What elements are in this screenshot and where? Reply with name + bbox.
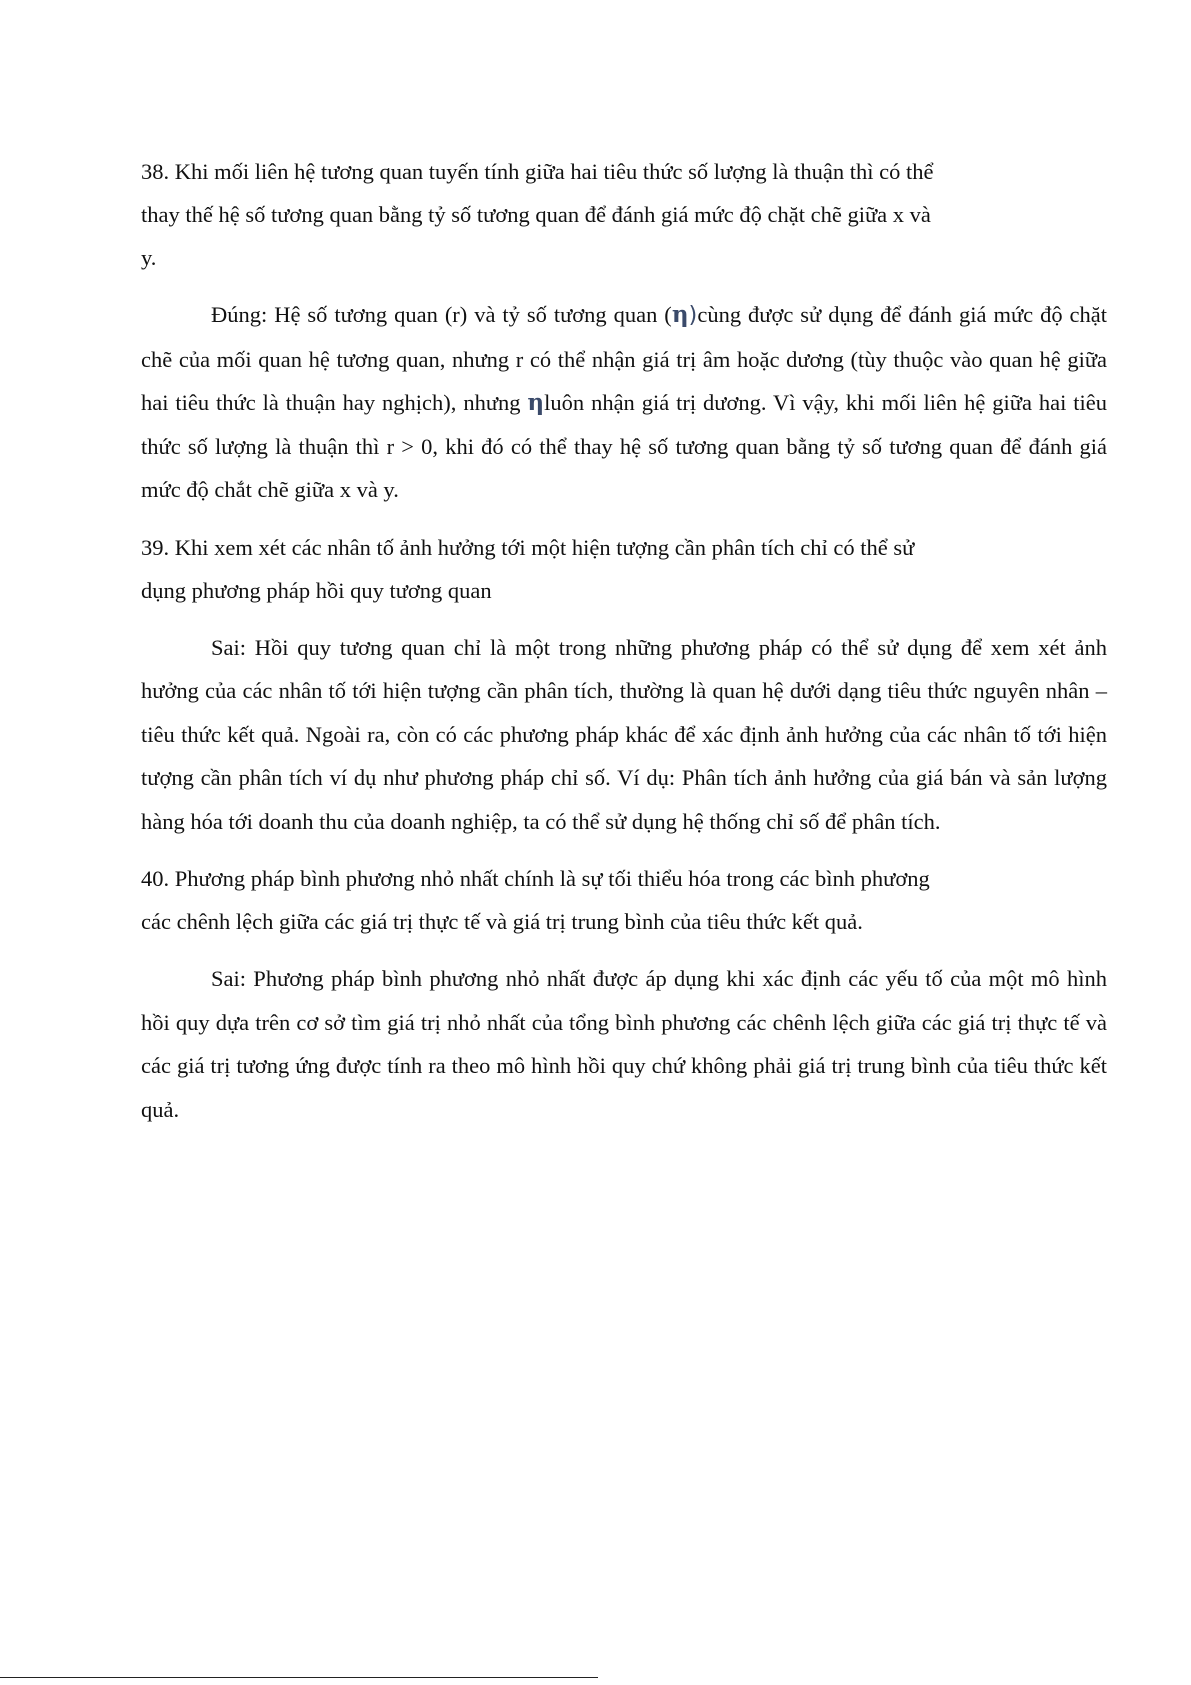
question-line: các chênh lệch giữa các giá trị thực tế và giá trị trung bình của tiêu thức kết quả.	[141, 909, 863, 934]
answer-text	[141, 293, 1107, 512]
answer-block	[141, 957, 1107, 1131]
answer-text	[141, 957, 1107, 1131]
answer-part: cùng được sử dụng để đánh giá mức độ chặt chẽ của mối quan hệ tương quan, nhưng r có thể nhận giá trị âm hoặc dương (tùy thuộc vào quan hệ giữa hai tiêu thức là thuận hay nghịch), nhưng	[141, 302, 1107, 415]
answer-part: Sai: Hồi quy tương quan chỉ là một trong những phương pháp có thể sử dụng để xem xét ảnh hưởng của các nhân tố tới hiện tượng cần phân tích, thường là quan hệ dưới dạng tiêu thức nguyên nhân – tiêu thức kết quả. Ngoài ra, còn có các phương pháp khác để xác định ảnh hưởng của các nhân tố tới hiện tượng cần phân tích ví dụ như phương pháp chỉ số. Ví dụ: Phân tích ảnh hưởng của giá bán và sản lượng hàng hóa tới doanh thu của doanh nghiệp, ta có thể sử dụng hệ thống chỉ số để phân tích.	[141, 634, 1107, 834]
answer-part: luôn nhận giá trị dương. Vì vậy, khi mối liên hệ giữa hai tiêu thức số lượng là thuận thì r > 0, khi đó có thể thay hệ số tương quan bằng tỷ số tương quan để đánh giá mức độ chắt chẽ giữa x và y.	[141, 390, 1107, 502]
question-text	[141, 150, 1107, 279]
question-line: 39. Khi xem xét các nhân tố ảnh hưởng tới một hiện tượng cần phân tích chỉ có thể sử	[141, 534, 915, 560]
answer-part: Sai: Phương pháp bình phương nhỏ nhất được áp dụng khi xác định các yếu tố của một mô hình hồi quy dựa trên cơ sở tìm giá trị nhỏ nhất của tổng bình phương các chênh lệch giữa các giá trị thực tế và các giá trị tương ứng được tính ra theo mô hình hồi quy chứ không phải giá trị trung bình của tiêu thức kết quả.	[141, 966, 1107, 1122]
question-item-40	[141, 857, 1107, 1131]
question-line: y.	[141, 245, 157, 270]
question-line: thay thế hệ số tương quan bằng tỷ số tương quan để đánh giá mức độ chặt chẽ giữa x và	[141, 202, 931, 227]
eta-symbol: η	[527, 389, 545, 416]
question-text	[141, 857, 1107, 943]
answer-text	[141, 626, 1107, 844]
footer-divider	[0, 1677, 598, 1678]
question-line: dụng phương pháp hồi quy tương quan	[141, 577, 492, 603]
question-line: 40. Phương pháp bình phương nhỏ nhất chính là sự tối thiểu hóa trong các bình phương	[141, 866, 930, 891]
answer-part: Đúng: Hệ số tương quan (r) và tỷ số tương quan (	[211, 302, 672, 327]
answer-paren: )	[688, 302, 698, 328]
question-item-39	[141, 526, 1107, 844]
answer-block	[141, 626, 1107, 844]
document-page	[141, 150, 1107, 1145]
answer-block	[141, 293, 1107, 512]
question-item-38	[141, 150, 1107, 512]
question-line: 38. Khi mối liên hệ tương quan tuyến tính giữa hai tiêu thức số lượng là thuận thì có thể	[141, 159, 934, 184]
eta-symbol: η	[671, 301, 689, 328]
question-text	[141, 526, 1107, 612]
